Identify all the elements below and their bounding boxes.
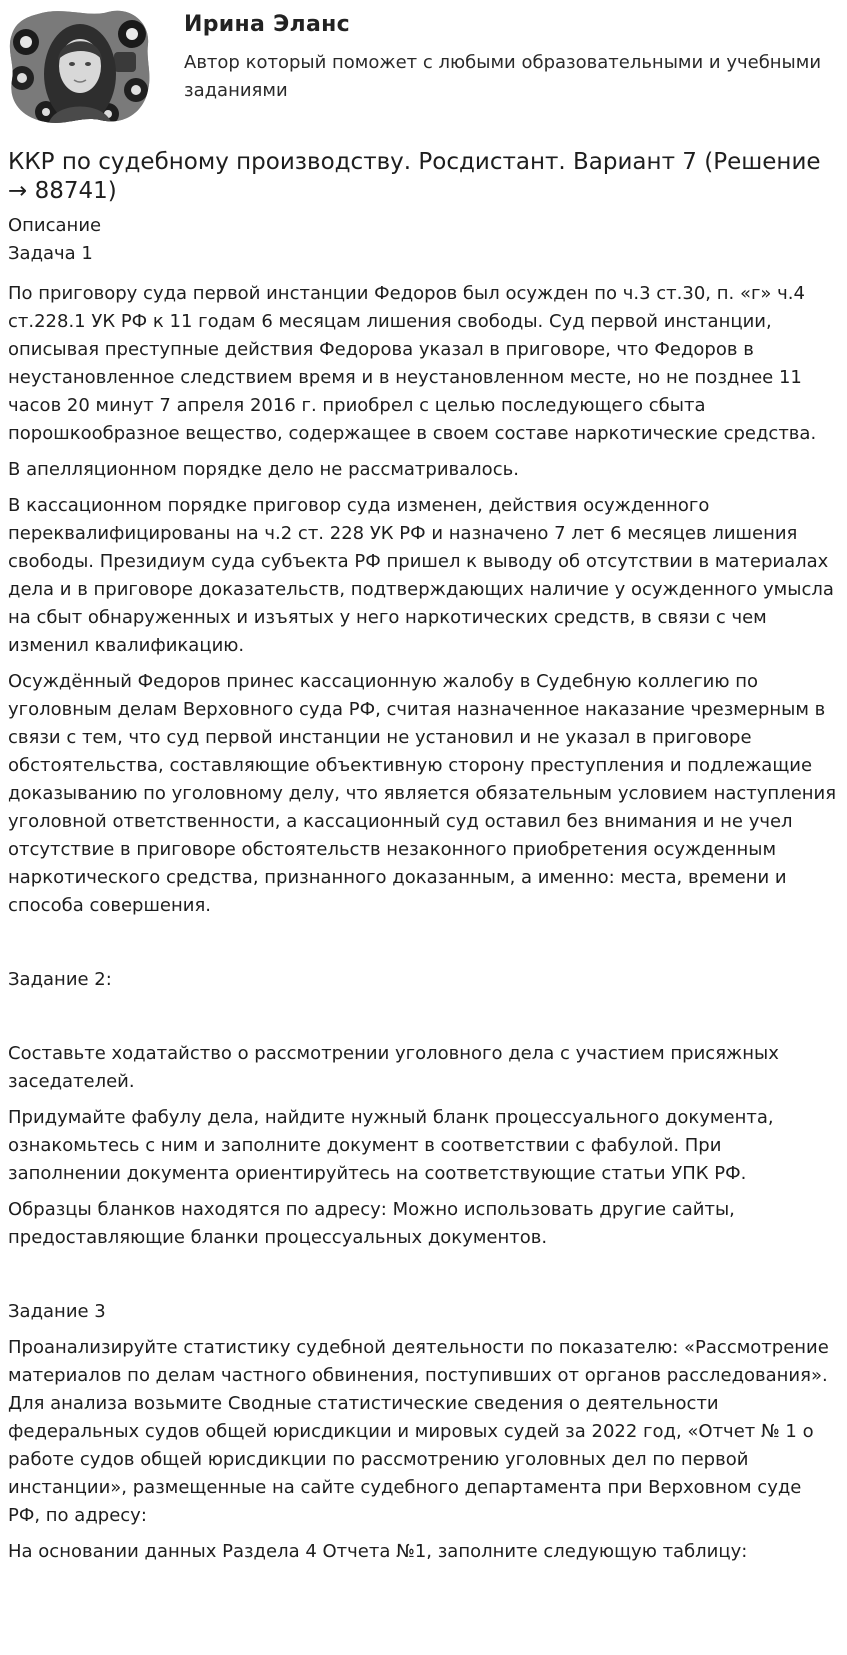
avatar-frame-icon [8,8,152,126]
author-header [0,0,847,135]
task1-paragraph: Осуждённый Федоров принес кассационную жалобу в Судебную коллегию по уголовным делам Верховного суда РФ, считая назначенное наказание чрезмерным в связи с тем, что суд первой инстанции не установил и не указал в приговоре обстоятельства, составляющие объективную сторону преступления и подлежащие доказыванию по уголовному делу, что является обязательным условием наступления уголовной ответственности, а кассационный суд оставил без внимания и не учел отсутствие в приговоре обстоятельств незаконного приобретения осужденным наркотического средства, признанного доказанным, а именно: места, времени и способа совершения. [8,671,837,916]
author-avatar[interactable] [8,8,152,126]
description-label: Описание [8,215,102,236]
task2-paragraph: Придумайте фабулу дела, найдите нужный бланк процессуального документа, ознакомьтесь с ним и заполните документ в соответствии с фабулой. При заполнении документа ориентируйтесь на соответствующие статьи УПК РФ. [8,1107,774,1184]
task2-paragraph: Составьте ходатайство о рассмотрении уголовного дела с участием присяжных заседателей. [8,1043,779,1092]
task1-paragraph: В апелляционном порядке дело не рассматривалось. [8,459,519,480]
page-title: ККР по судебному производству. Росдистант. Вариант 7 (Решение → 88741) [8,149,821,204]
author-name[interactable]: Ирина Эланс [184,12,350,37]
task1-paragraph: В кассационном порядке приговор суда изменен, действия осужденного переквалифицированы на ч.2 ст. 228 УК РФ и назначено 7 лет 6 месяцев лишения свободы. Президиум суда субъекта РФ пришел к выводу об отсутствии в материалах дела и в приговоре доказательств, подтверждающих наличие у осужденного умысла на сбыт обнаруженных и изъятых у него наркотических средств, в связи с чем изменил квалификацию. [8,495,834,656]
task3-heading: Задание 3 [8,1301,106,1322]
task2-paragraph: Образцы бланков находятся по адресу: Можно использовать другие сайты, предоставляющие бланки процессуальных документов. [8,1199,735,1248]
author-description: Автор который поможет с любыми образовательными и учебными заданиями [184,52,822,101]
task3-paragraph: Проанализируйте статистику судебной деятельности по показателю: «Рассмотрение материалов по делам частного обвинения, поступивших от органов расследования». Для анализа возьмите Сводные статистические сведения о деятельности федеральных судов общей юрисдикции и мировых судей за 2022 год, «Отчет № 1 о работе судов общей юрисдикции по рассмотрению уголовных дел по первой инстанции», размещенные на сайте судебного департамента при Верховном суде РФ, по адресу: [8,1337,829,1526]
task1-heading: Задача 1 [8,243,93,264]
task3-paragraph: На основании данных Раздела 4 Отчета №1, заполните следующую таблицу: [8,1541,748,1562]
document-content [8,148,838,1566]
task1-paragraph: По приговору суда первой инстанции Федоров был осужден по ч.3 ст.30, п. «г» ч.4 ст.228.1 УК РФ к 11 годам 6 месяцам лишения свободы. Суд первой инстанции, описывая преступные действия Федорова указал в приговоре, что Федоров в неустановленное следствием время и в неустановленном месте, но не позднее 11 часов 20 минут 7 апреля 2016 г. приобрел с целью последующего сбыта порошкообразное вещество, содержащее в своем составе наркотические средства. [8,283,817,444]
task2-heading: Задание 2: [8,969,112,990]
